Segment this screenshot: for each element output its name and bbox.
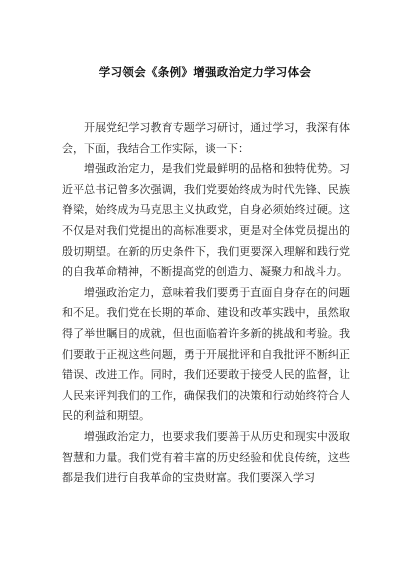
paragraph-3: 增强政治定力，也要求我们要善于从历史和现实中汲取智慧和力量。我们党有着丰富的历史经验和优良传统，这些都是我们进行自我革命的宝贵财富。我们要深入学习 <box>62 429 350 485</box>
document-body <box>62 118 350 489</box>
paragraph-2: 增强政治定力，意味着我们要勇于直面自身存在的问题和不足。我们党在长期的革命、建设和改革实践中，虽然取得了举世瞩目的成就，但也面临着许多新的挑战和考验。我们要敢于正视这些问题，勇于开展批评和自我批评不断纠正错误、改进工作。同时，我们还要敢于接受人民的监督，让人民来评判我们的工作，确保我们的决策和行动始终符合人民的利益和期望。 <box>62 285 350 423</box>
paragraph-1: 增强政治定力，是我们党最鲜明的品格和独特优势。习近平总书记曾多次强调，我们党要始终成为时代先锋、民族脊梁，始终成为马克思主义执政党，自身必须始终过硬。这不仅是对我们党提出的高标准要求，更是对全体党员提出的殷切期望。在新的历史条件下，我们更要深入理解和践行党的自我革命精神，不断提高党的创造力、凝聚力和战斗力。 <box>62 162 350 279</box>
document-title: 学习领会《条例》增强政治定力学习体会 <box>98 65 312 79</box>
paragraph-intro: 开展党纪学习教育专题学习研讨，通过学习，我深有体会，下面，我结合工作实际，谈一下： <box>62 121 350 155</box>
